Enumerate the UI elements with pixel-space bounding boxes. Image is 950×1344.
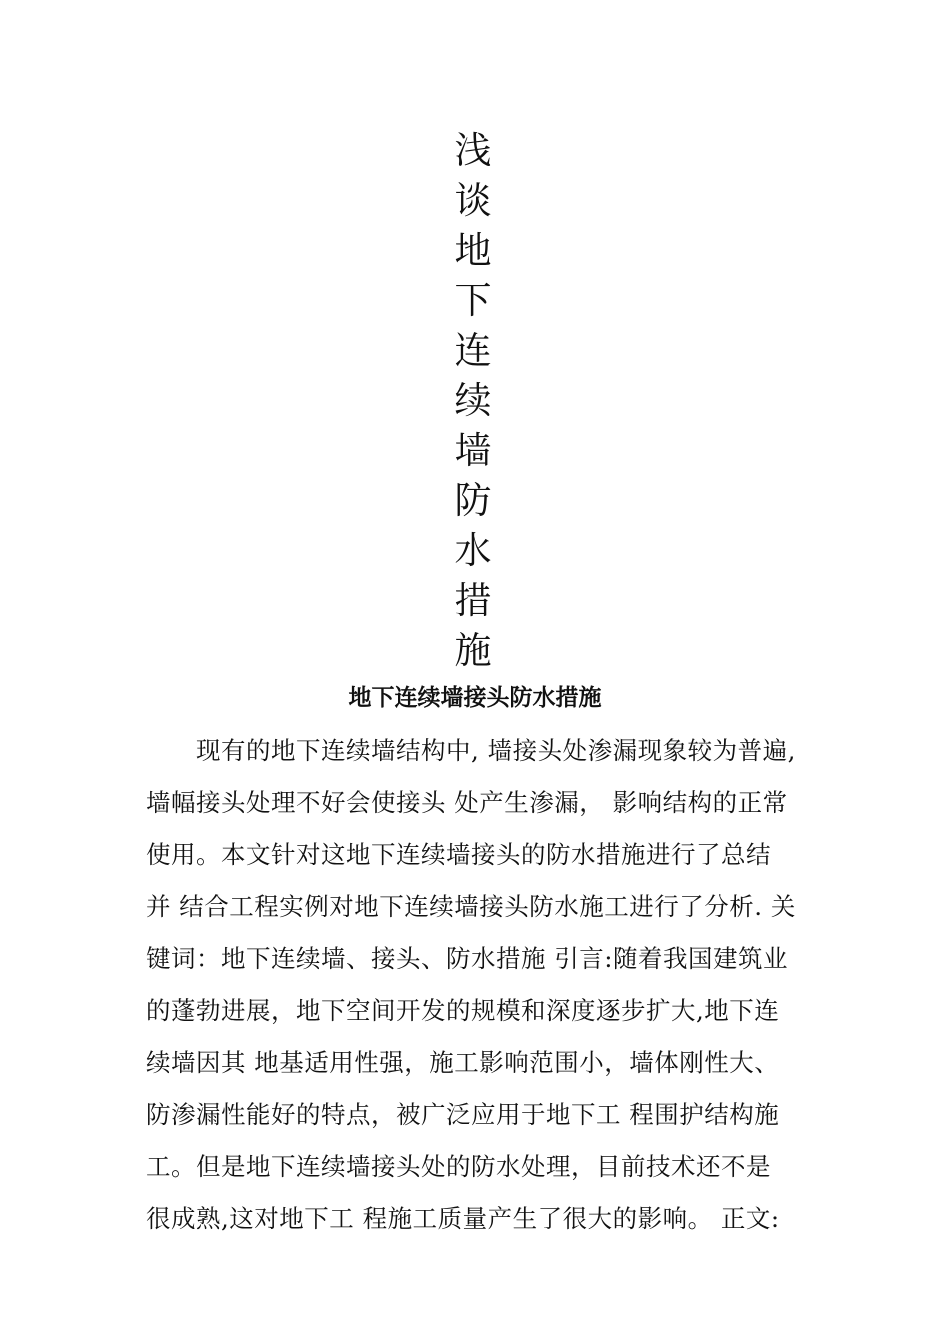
body-line: 键词：地下连续墙、接头、防水措施 引言:随着我国建筑业: [146, 944, 789, 973]
vertical-title: [448, 126, 498, 676]
body-text: [146, 728, 826, 1248]
title-char: 浅: [454, 129, 492, 172]
title-char: 水: [454, 529, 492, 572]
body-line: 工。但是地下连续墙接头处的防水处理，目前技术还不是: [146, 1152, 771, 1181]
body-line: 续墙因其 地基适用性强，施工影响范围小，墙体刚性大、: [146, 1048, 780, 1077]
title-char: 地: [454, 229, 492, 272]
body-line: 并 结合工程实例对地下连续墙接头防水施工进行了分析. 关: [146, 892, 796, 921]
title-char: 连: [454, 329, 492, 372]
title-char: 谈: [454, 179, 492, 222]
body-line: 很成熟,这对地下工 程施工质量产生了很大的影响。 正文:: [146, 1204, 780, 1233]
title-char: 下: [454, 279, 492, 322]
body-line: 防渗漏性能好的特点，被广泛应用于地下工 程围护结构施: [146, 1100, 780, 1129]
title-char: 防: [454, 479, 492, 522]
title-char: 续: [454, 379, 492, 422]
body-line: 的蓬勃进展，地下空间开发的规模和深度逐步扩大,地下连: [146, 996, 780, 1025]
subtitle: 地下连续墙接头防水措施: [348, 684, 602, 711]
title-char: 施: [454, 629, 492, 672]
title-char: 墙: [454, 429, 492, 472]
title-char: 措: [454, 579, 492, 622]
body-line: 使用。本文针对这地下连续墙接头的防水措施进行了总结: [146, 840, 771, 869]
body-line: 现有的地下连续墙结构中, 墙接头处渗漏现象较为普遍,: [196, 736, 796, 765]
body-line: 墙幅接头处理不好会使接头 处产生渗漏， 影响结构的正常: [146, 788, 788, 817]
